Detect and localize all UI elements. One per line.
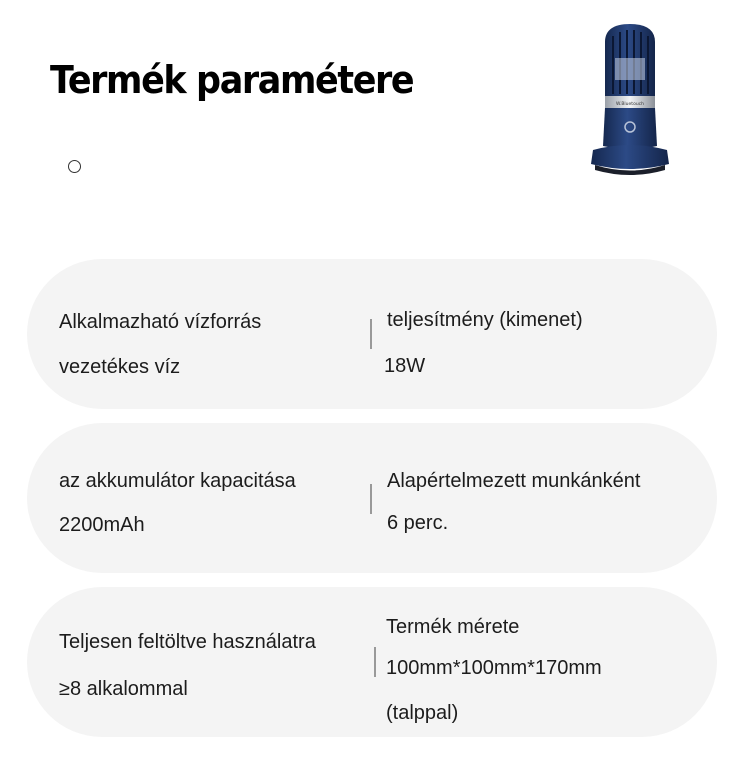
spec-label-battery: az akkumulátor kapacitása [59, 470, 296, 492]
spec-card [27, 423, 717, 573]
spec-divider [370, 484, 372, 514]
product-band-label: W.Bluetouch [615, 102, 645, 107]
spec-label-water-source: Alkalmazható vízforrás [59, 311, 262, 333]
spec-value-size-note: (talppal) [386, 702, 459, 724]
spec-divider [370, 319, 372, 349]
spec-label-work-time: Alapértelmezett munkánként [387, 470, 641, 492]
spec-value-battery: 2200mAh [59, 514, 145, 536]
spec-value-full-charge: ≥8 alkalommal [59, 678, 188, 700]
spec-value-work-time: 6 perc. [387, 512, 449, 534]
page-title: Termék paramétere [50, 58, 414, 102]
spec-card [27, 259, 717, 409]
spec-value-size: 100mm*100mm*170mm [386, 657, 602, 679]
spec-divider [374, 647, 376, 677]
spec-card [27, 587, 717, 737]
spec-label-power: teljesítmény (kimenet) [387, 309, 583, 331]
spec-label-full-charge: Teljesen feltöltve használatra [59, 631, 316, 653]
product-image [585, 18, 685, 188]
spec-value-water-source: vezetékes víz [59, 356, 181, 378]
spec-value-power: 18W [384, 355, 426, 377]
bullet-circle-icon [68, 160, 81, 173]
spec-label-size: Termék mérete [386, 616, 520, 638]
